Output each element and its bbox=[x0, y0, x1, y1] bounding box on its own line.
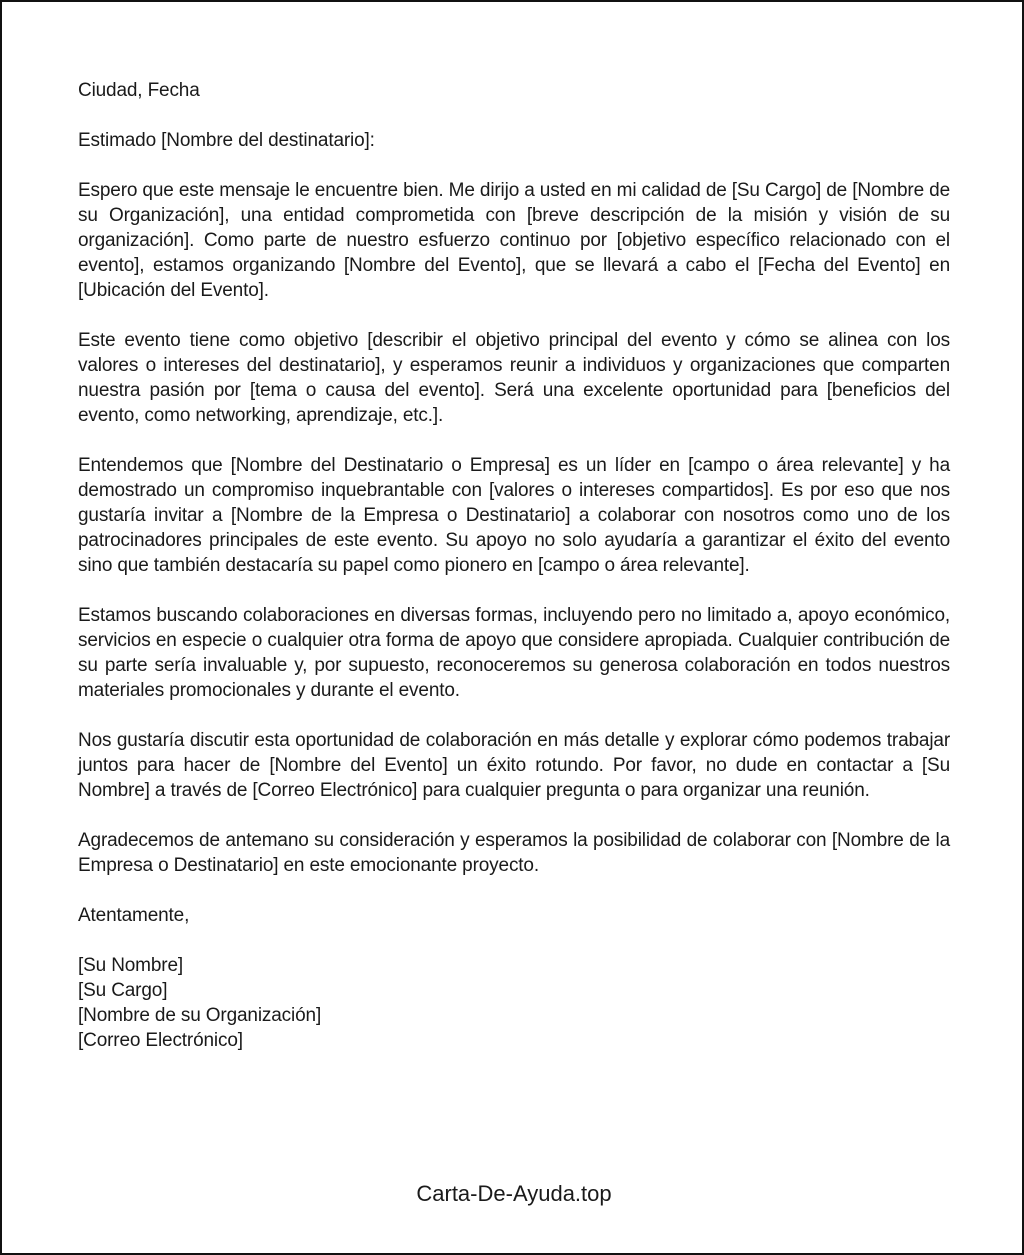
signature-block bbox=[78, 953, 950, 1053]
letter-body bbox=[78, 78, 950, 1053]
paragraph-event-objective: Este evento tiene como objetivo [describir el objetivo principal del evento y cómo se alinea con los valores o intereses del destinatario], y esperamos reunir a individuos y organizaciones que comparten nuestra pasión por [tema o causa del evento]. Será una excelente oportunidad para [beneficios del evento, como networking, aprendizaje, etc.]. bbox=[78, 330, 950, 426]
closing: Atentamente, bbox=[78, 905, 190, 926]
signature-email: [Correo Electrónico] bbox=[78, 1030, 243, 1051]
paragraph-contact: Nos gustaría discutir esta oportunidad de colaboración en más detalle y explorar cómo podemos trabajar juntos para hacer de [Nombre del Evento] un éxito rotundo. Por favor, no dude en contactar a [Su Nombre] a través de [Correo Electrónico] para cualquier pregunta o para organizar una reunión. bbox=[78, 730, 950, 801]
paragraph-collaboration-forms: Estamos buscando colaboraciones en diversas formas, incluyendo pero no limitado a, apoyo económico, servicios en especie o cualquier otra forma de apoyo que considere apropiada. Cualquier contribución de su parte sería invaluable y, por supuesto, reconoceremos su generosa colaboración en todos nuestros materiales promocionales y durante el evento. bbox=[78, 605, 950, 701]
paragraph-introduction: Espero que este mensaje le encuentre bien. Me dirijo a usted en mi calidad de [Su Cargo] de [Nombre de su Organización], una entidad comprometida con [breve descripción de la misión y visión de su organización]. Como parte de nuestro esfuerzo continuo por [objetivo específico relacionado con el evento], estamos organizando [Nombre del Evento], que se llevará a cabo el [Fecha del Evento] en [Ubicación del Evento]. bbox=[78, 180, 950, 301]
place-date: Ciudad, Fecha bbox=[78, 80, 200, 101]
paragraph-thanks: Agradecemos de antemano su consideración y esperamos la posibilidad de colaborar con [Nombre de la Empresa o Destinatario] en este emocionante proyecto. bbox=[78, 830, 950, 876]
signature-organization: [Nombre de su Organización] bbox=[78, 1005, 322, 1026]
footer-site-name: Carta-De-Ayuda.top bbox=[416, 1181, 612, 1206]
greeting: Estimado [Nombre del destinatario]: bbox=[78, 130, 375, 151]
paragraph-invitation: Entendemos que [Nombre del Destinatario o Empresa] es un líder en [campo o área relevante] y ha demostrado un compromiso inquebrantable con [valores o intereses compartidos]. Es por eso que nos gustaría invitar a [Nombre de la Empresa o Destinatario] a colaborar con nosotros como uno de los patrocinadores principales de este evento. Su apoyo no solo ayudaría a garantizar el éxito del evento sino que también destacaría su papel como pionero en [campo o área relevante]. bbox=[78, 455, 950, 576]
signature-position: [Su Cargo] bbox=[78, 980, 168, 1001]
signature-name: [Su Nombre] bbox=[78, 955, 184, 976]
